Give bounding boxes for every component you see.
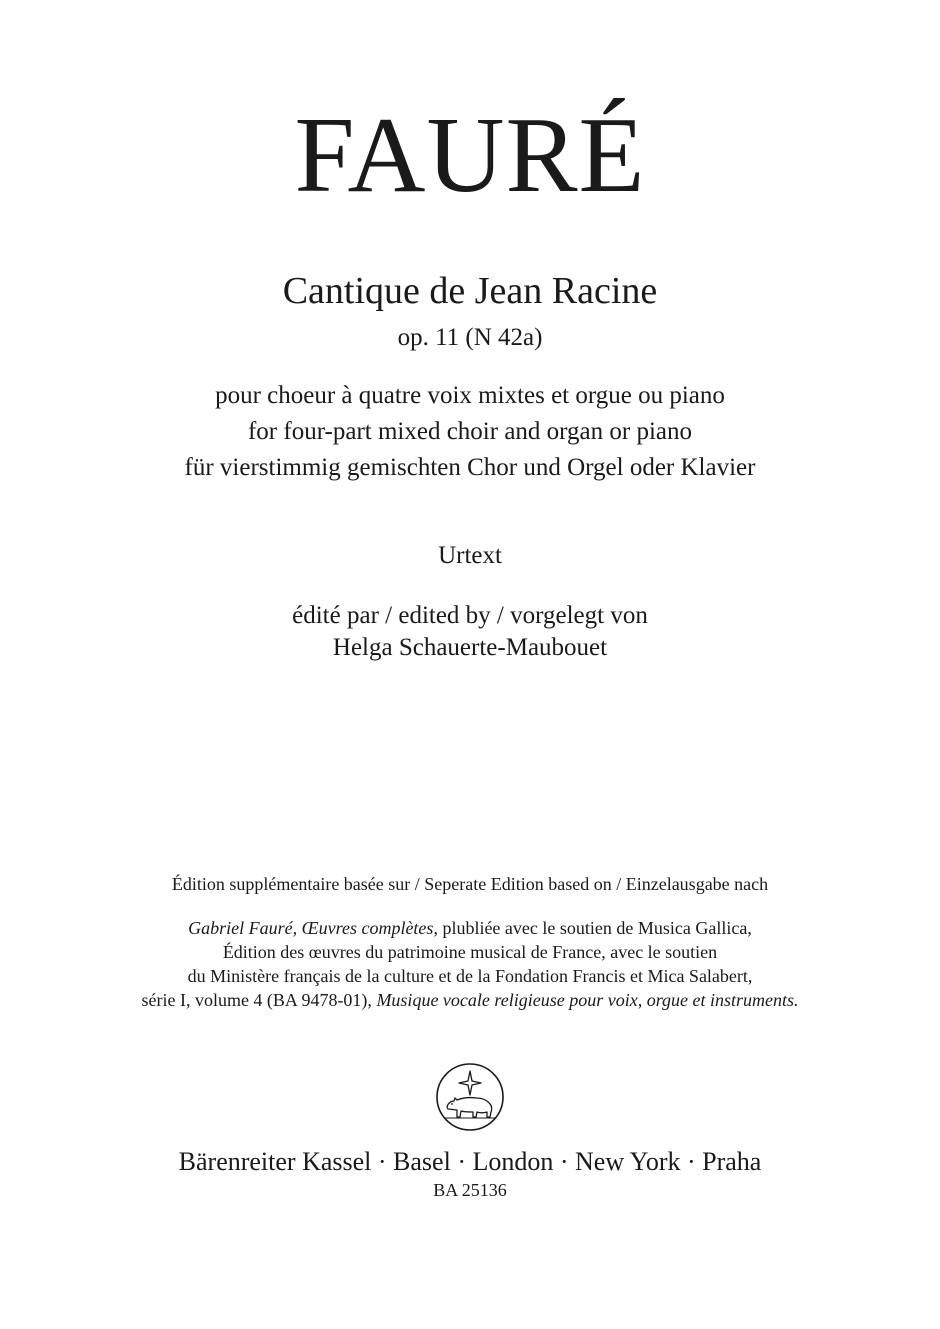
- source-line-1: [0, 916, 940, 940]
- catalog-number: BA 25136: [433, 1180, 507, 1200]
- source-line-2: Édition des œuvres du patrimoine musical de France, avec le soutien: [222, 942, 718, 962]
- scoring-french: pour choeur à quatre voix mixtes et orgue ou piano: [215, 382, 725, 409]
- source-collection-title: Gabriel Fauré, Œuvres complètes: [188, 918, 434, 938]
- publisher-imprint: Bärenreiter Kassel · Basel · London · New York · Praha: [178, 1147, 762, 1176]
- scoring-english: for four-part mixed choir and organ or piano: [247, 418, 693, 445]
- source-line-4-text: série I, volume 4 (BA 9478-01),: [141, 990, 377, 1010]
- opus-number: op. 11 (N 42a): [397, 324, 543, 351]
- editor-name: Helga Schauerte-Maubouet: [332, 634, 608, 661]
- source-line-3: du Ministère français de la culture et de la Fondation Francis et Mica Salabert,: [187, 966, 753, 986]
- edited-by-label: édité par / edited by / vorgelegt von: [292, 602, 648, 629]
- work-title: Cantique de Jean Racine: [282, 270, 658, 312]
- source-volume-title: Musique vocale religieuse pour voix, orgue et instruments.: [376, 990, 799, 1010]
- scoring-german: für vierstimmig gemischten Chor und Orgel oder Klavier: [184, 454, 756, 481]
- source-line-4: [0, 988, 940, 1012]
- source-line-1-text: , plubliée avec le soutien de Musica Gallica,: [433, 918, 752, 938]
- baerenreiter-bear-star-icon: [435, 1062, 505, 1132]
- urtext-label: Urtext: [438, 542, 502, 569]
- composer-name: FAURÉ: [294, 96, 646, 215]
- based-on-label: Édition supplémentaire basée sur / Seperate Edition based on / Einzelausgabe nach: [171, 874, 769, 894]
